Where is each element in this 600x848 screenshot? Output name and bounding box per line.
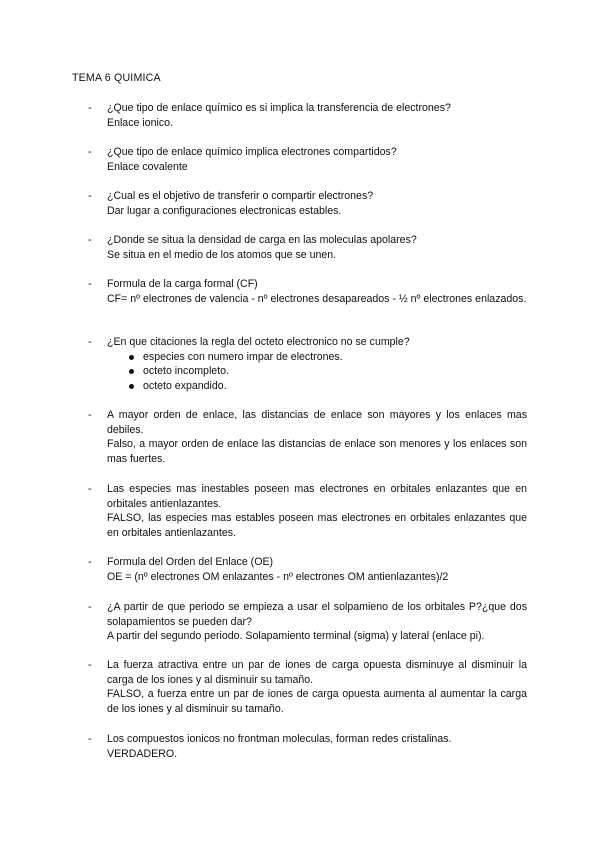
answer-text: Enlace ionico. (107, 116, 173, 129)
question-text: ¿Donde se situa la densidad de carga en las moleculas apolares? (107, 234, 417, 246)
item-content (107, 600, 527, 644)
answer-text: Falso, a mayor orden de enlace las distancias de enlace son menores y los enlaces son mas fuertes. (107, 438, 527, 465)
list-dash: - (88, 234, 92, 246)
bullet-item: octeto expandido. (107, 379, 527, 394)
list-item (88, 277, 528, 306)
statement-text: A mayor orden de enlace, las distancias de enlace son mayores y los enlaces mas debiles. (107, 409, 527, 436)
bullet-item: especies con numero impar de electrones. (107, 350, 527, 365)
answer-text: FALSO, a fuerza entre un par de iones de carga opuesta aumenta al aumentar la carga de los iones y al disminuir su tamaño. (107, 688, 527, 715)
list-dash: - (88, 659, 92, 671)
question-text: Formula de la carga formal (CF) (107, 278, 258, 290)
item-content (107, 658, 527, 716)
question-text: ¿A partir de que periodo se empieza a usar el solpamieno de los orbitales P?¿que dos solapamientos se pueden dar? (107, 601, 527, 628)
item-content (107, 189, 527, 218)
list-dash: - (88, 601, 92, 613)
answer-text: VERDADERO. (107, 747, 178, 760)
list-item (88, 189, 528, 218)
list-dash: - (88, 190, 92, 202)
question-text: ¿Que tipo de enlace químico implica electrones compartidos? (107, 146, 397, 158)
list-dash: - (88, 483, 92, 495)
question-text: ¿En que citaciones la regla del octeto electronico no se cumple? (107, 336, 410, 348)
question-text: Formula del Orden del Enlace (OE) (107, 556, 274, 568)
list-item (88, 335, 528, 393)
item-content (107, 482, 527, 540)
answer-text: Dar lugar a configuraciones electronicas estables. (107, 204, 342, 217)
statement-text: Los compuestos ionicos no frontman moleculas, forman redes cristalinas. (107, 733, 452, 745)
document-title: TEMA 6 QUIMICA (72, 72, 161, 84)
list-dash: - (88, 102, 92, 114)
answer-text: CF= nº electrones de valencia - nº electrones desapareados - ½ nº electrones enlazados. (107, 292, 527, 305)
item-content (107, 101, 527, 130)
list-item (88, 732, 528, 761)
item-content (107, 555, 527, 584)
question-text: ¿Que tipo de enlace químico es si implica la transferencia de electrones? (107, 102, 451, 114)
bullet-list (107, 350, 527, 394)
item-content (107, 335, 527, 393)
list-item (88, 600, 528, 644)
list-item (88, 233, 528, 262)
list-dash: - (88, 556, 92, 568)
list-dash: - (88, 733, 92, 745)
answer-text: FALSO, las especies mas estables poseen mas electrones en orbitales enlazantes que en orbitales antienlazantes. (107, 512, 527, 539)
answer-text: OE = (nº electrones OM enlazantes - nº electrones OM antienlazantes)/2 (107, 570, 449, 583)
answer-text: Enlace covalente (107, 160, 188, 173)
question-text: ¿Cual es el objetivo de transferir o compartir electrones? (107, 190, 374, 202)
list-item (88, 145, 528, 174)
list-dash: - (88, 278, 92, 290)
list-item (88, 408, 528, 466)
list-dash: - (88, 409, 92, 421)
answer-text: Se situa en el medio de los atomos que se unen. (107, 248, 337, 261)
item-content (107, 233, 527, 262)
statement-text: Las especies mas inestables poseen mas electrones en orbitales enlazantes que en orbitales antienlazantes. (107, 483, 527, 510)
item-content (107, 408, 527, 466)
answer-text: A partir del segundo periodo. Solapamiento terminal (sigma) y lateral (enlace pi). (107, 630, 485, 642)
list-item (88, 555, 528, 584)
list-dash: - (88, 146, 92, 158)
item-content (107, 732, 527, 761)
list-dash: - (88, 336, 92, 348)
list-item (88, 101, 528, 130)
list-item (88, 482, 528, 540)
bullet-item: octeto incompleto. (107, 364, 527, 379)
statement-text: La fuerza atractiva entre un par de iones de carga opuesta disminuye al disminuir la carga de los iones y al disminuir su tamaño. (107, 659, 527, 686)
list-item (88, 658, 528, 716)
item-content (107, 145, 527, 174)
item-content (107, 277, 527, 306)
